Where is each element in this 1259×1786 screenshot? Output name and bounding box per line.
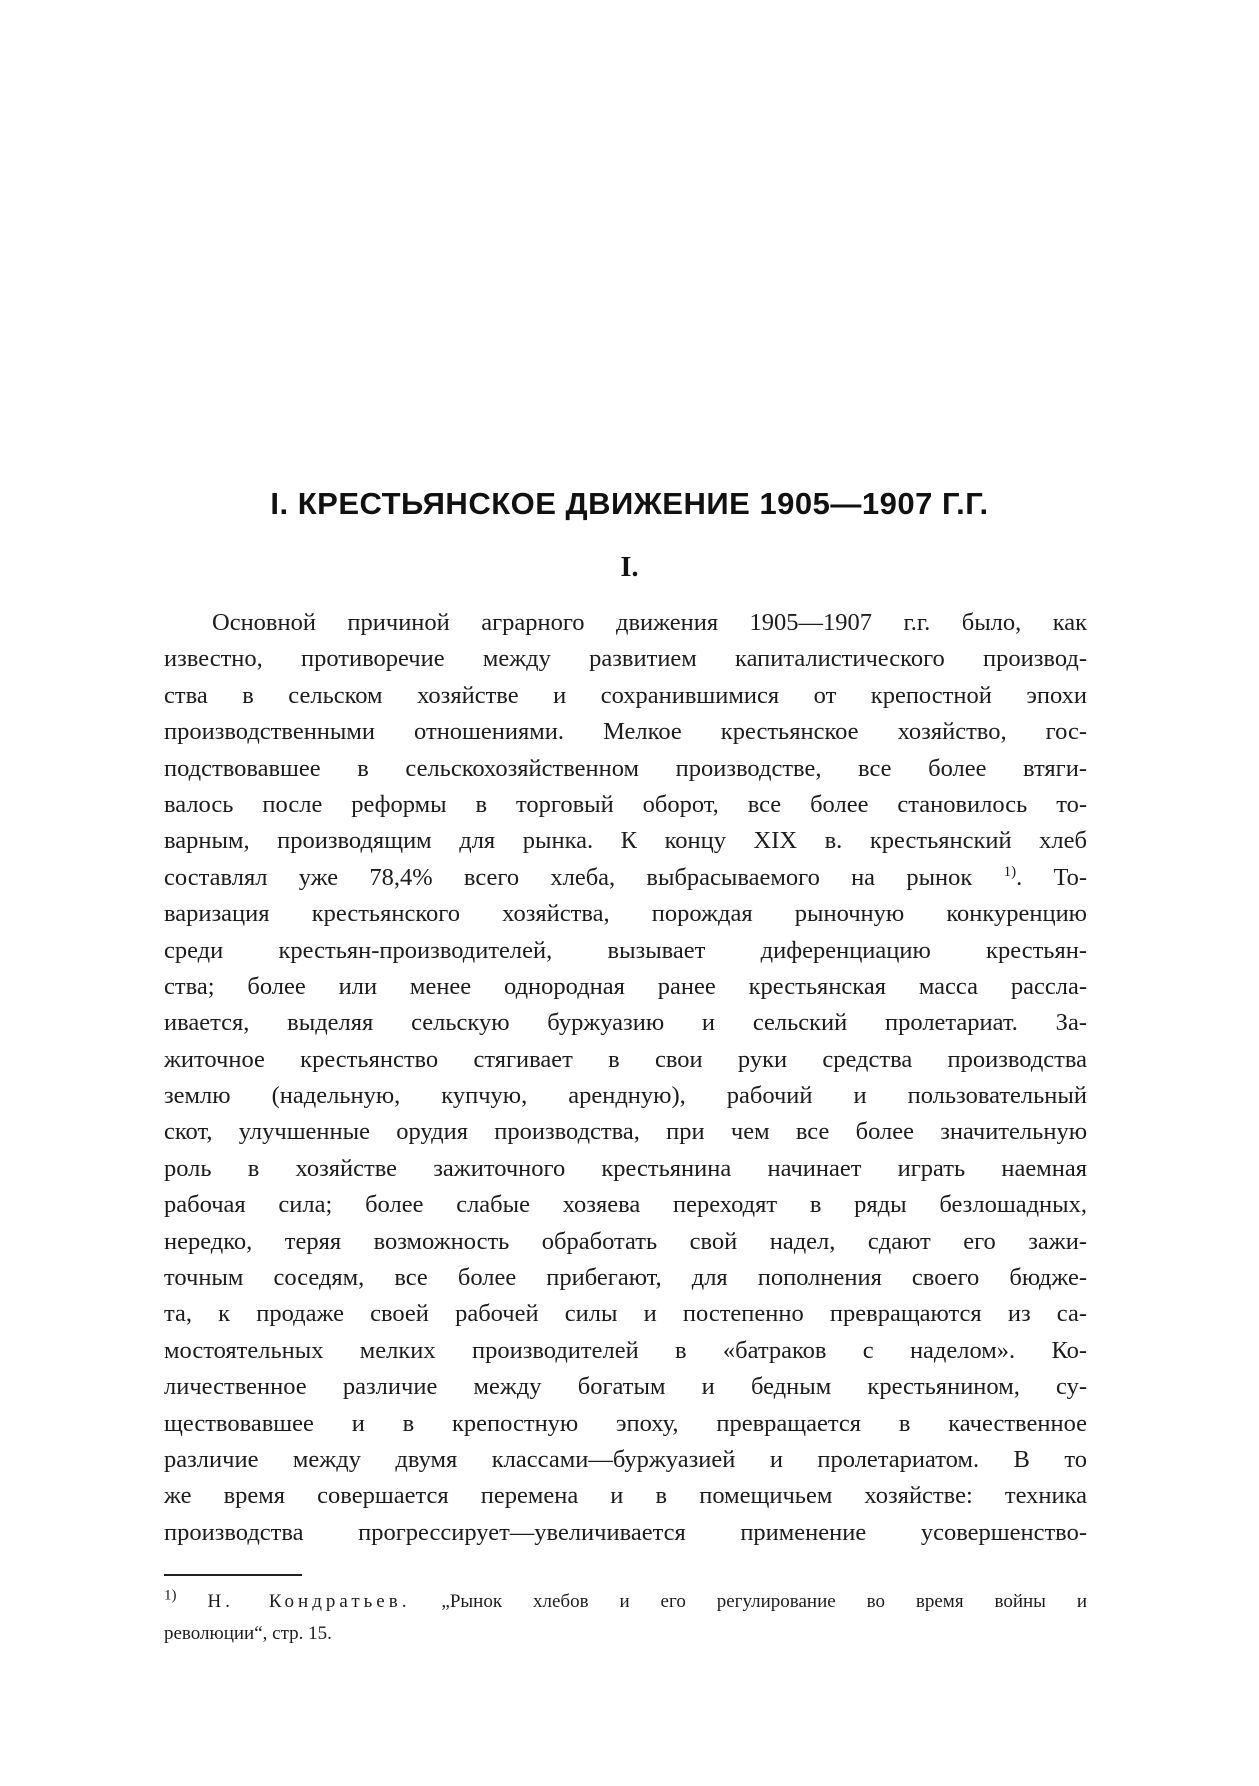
body-line: варизация крестьянского хозяйства, порождая рыночную конкуренцию [164, 900, 1087, 928]
body-line-tail: . То- [1016, 863, 1087, 891]
body-line-text: составлял уже 78,4% всего хлеба, выбрасываемого на рынок [164, 863, 973, 891]
body-line: подствовавшее в сельскохозяйственном производстве, все более втяги- [164, 754, 1087, 782]
body-line: точным соседям, все более прибегают, для пополнения своего бюдже- [164, 1264, 1087, 1292]
body-line: мостоятельных мелких производителей в «батраков с наделом». Ко- [164, 1336, 1087, 1364]
body-line: варным, производящим для рынка. К концу XIX в. крестьянский хлеб [164, 827, 1087, 855]
footnote-author: Н. Кондратьев. [207, 1591, 411, 1612]
body-line: среди крестьян-производителей, вызывает диференциацию крестьян- [164, 936, 1087, 964]
body-line: рабочая сила; более слабые хозяева переходят в ряды безлошадных, [164, 1191, 1087, 1219]
footnote-reference[interactable]: 1) [1003, 863, 1017, 880]
body-line: же время совершается перемена и в помещичьем хозяйстве: техника [164, 1482, 1087, 1510]
footnote-line: революции“, стр. 15. [164, 1623, 332, 1644]
body-line: валось после реформы в торговый оборот, все более становилось то- [164, 790, 1087, 818]
body-line: ства; более или менее однородная ранее крестьянская масса рассла- [164, 972, 1087, 1000]
footnote-line [164, 1586, 1087, 1618]
footnotes [164, 1586, 1087, 1650]
body-line: землю (надельную, купчую, арендную), рабочий и пользовательный [164, 1082, 1087, 1110]
footnote-marker: 1) [164, 1587, 177, 1604]
chapter-title: I. КРЕСТЬЯНСКОЕ ДВИЖЕНИЕ 1905—1907 Г.Г. [270, 486, 989, 521]
body-line: Основной причиной аграрного движения 1905—1907 г.г. было, как [212, 609, 1087, 636]
body-line: различие между двумя классами—буржуазией и пролетариатом. В то [164, 1445, 1087, 1473]
body-line: та, к продаже своей рабочей силы и постепенно превращаются из са- [164, 1300, 1087, 1328]
body-line: ивается, выделяя сельскую буржуазию и сельский пролетариат. За- [164, 1009, 1087, 1037]
body-line: роль в хозяйстве зажиточного крестьянина начинает играть наемная [164, 1154, 1087, 1182]
body-line: житочное крестьянство стягивает в свои руки средства производства [164, 1045, 1087, 1073]
footnote-divider [164, 1574, 302, 1576]
section-number: I. [620, 552, 639, 583]
body-line: скот, улучшенные орудия производства, при чем все более значительную [164, 1118, 1087, 1146]
body-line: известно, противоречие между развитием капиталистического производ- [164, 645, 1087, 673]
footnote-text: „Рынок хлебов и его регулирование во время войны и [441, 1591, 1088, 1612]
body-line: нередко, теряя возможность обработать свой надел, сдают его зажи- [164, 1227, 1087, 1255]
body-line: личественное различие между богатым и бедным крестьянином, су- [164, 1373, 1087, 1401]
body-line: ществовавшее и в крепостную эпоху, превращается в качественное [164, 1409, 1087, 1437]
body-line-with-footnote-ref [164, 860, 1087, 896]
body-text [164, 605, 1087, 1551]
body-line: производственными отношениями. Мелкое крестьянское хозяйство, гос- [164, 718, 1087, 746]
body-line: производства прогрессирует—увеличивается применение усовершенство- [164, 1518, 1087, 1546]
body-line: ства в сельском хозяйстве и сохранившимися от крепостной эпохи [164, 681, 1087, 709]
